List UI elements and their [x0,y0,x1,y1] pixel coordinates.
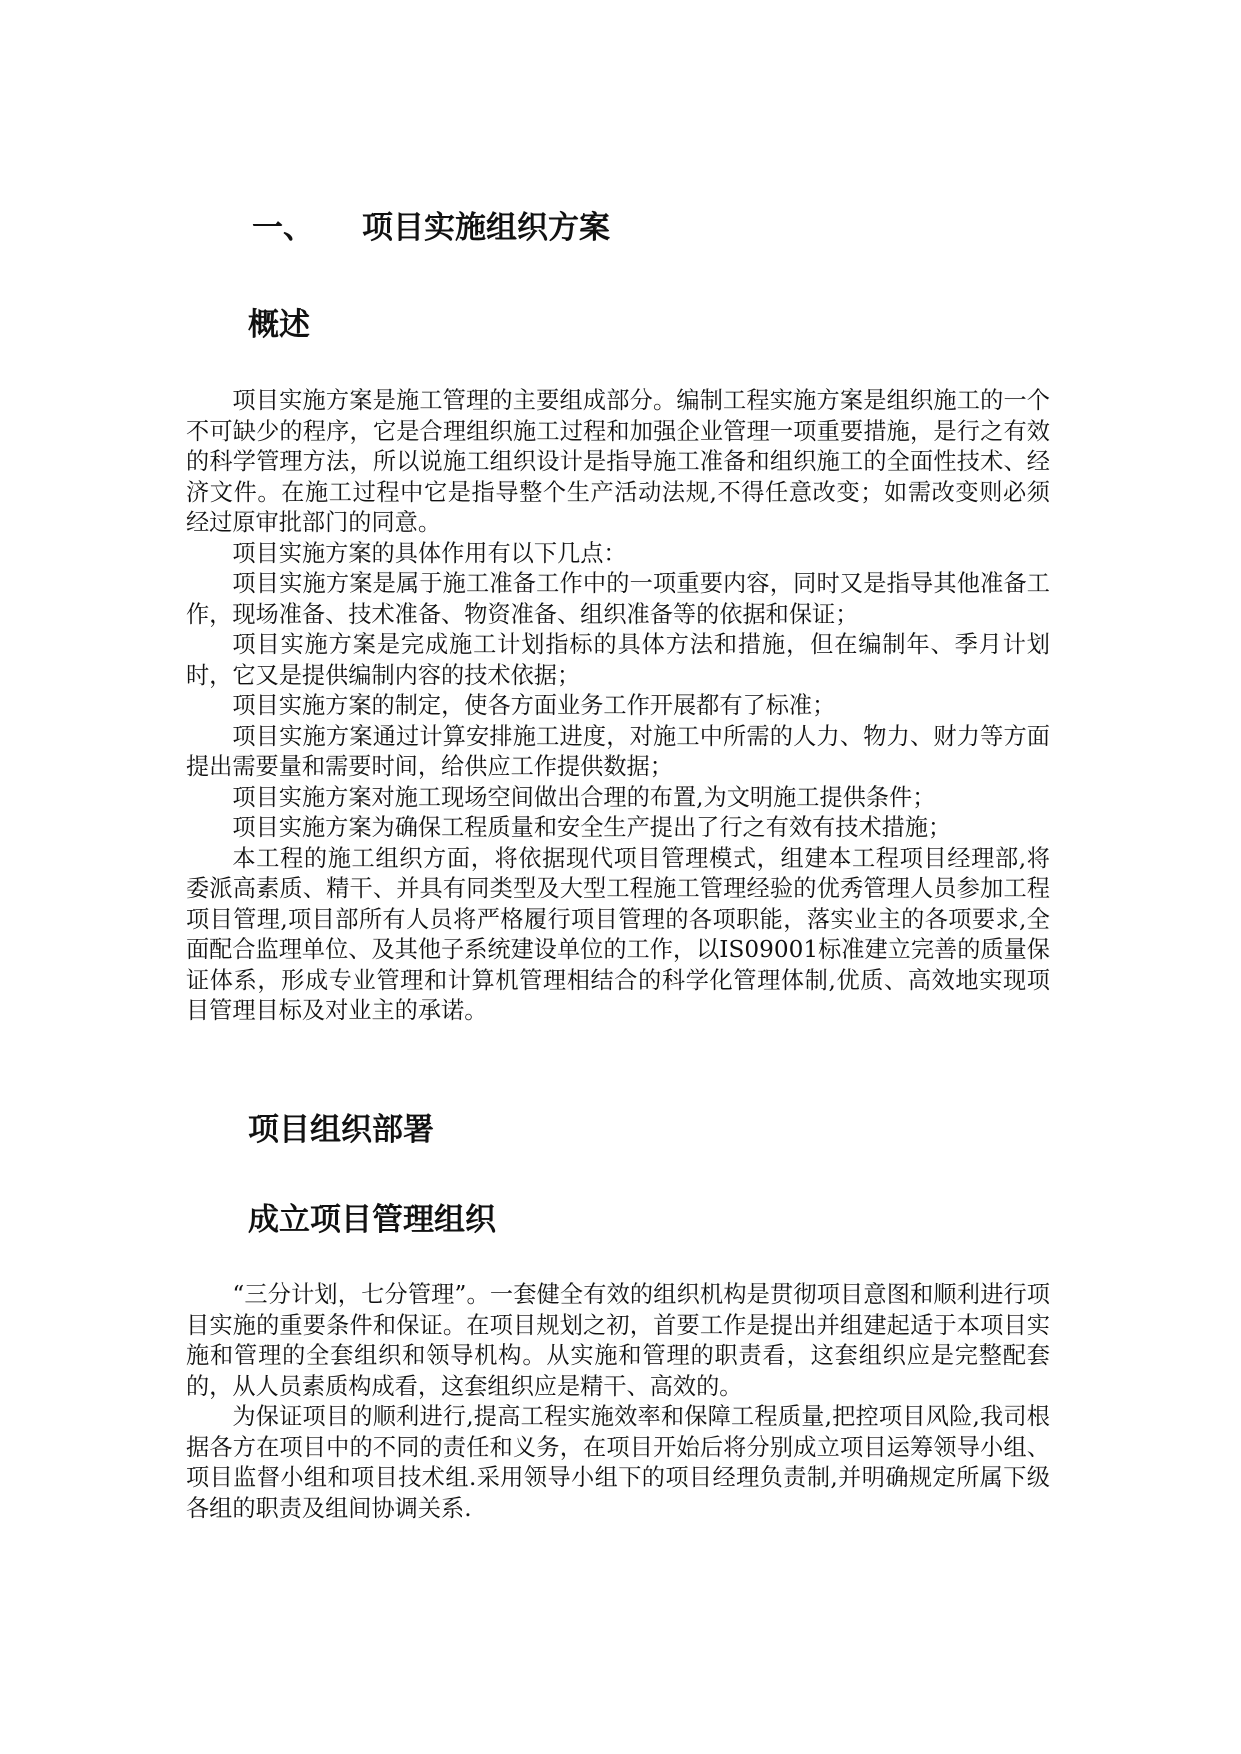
paragraph: 本工程的施工组织方面，将依据现代项目管理模式，组建本工程项目经理部,将委派高素质、精干、并具有同类型及大型工程施工管理经验的优秀管理人员参加工程项目管理,项目部所有人员将严格履行项目管理的各项职能，落实业主的各项要求,全面配合监理单位、及其他子系统建设单位的工作，以IS09001标准建立完善的质量保证体系，形成专业管理和计算机管理相结合的科学化管理体制,优质、高效地实现项目管理目标及对业主的承诺。 [186,844,1050,1024]
paragraph: 项目实施方案的具体作用有以下几点： [232,539,627,567]
organization-body [186,1280,1050,1524]
paragraph: 项目实施方案通过计算安排施工进度，对施工中所需的人力、物力、财力等方面提出需要量和需要时间，给供应工作提供数据； [186,722,1050,780]
paragraph: 项目实施方案是施工管理的主要组成部分。编制工程实施方案是组织施工的一个不可缺少的程序，它是合理组织施工过程和加强企业管理一项重要措施，是行之有效的科学管理方法，所以说施工组织设计是指导施工准备和组织施工的全面性技术、经济文件。在施工过程中它是指导整个生产活动法规,不得任意改变；如需改变则必须经过原审批部门的同意。 [186,387,1050,536]
overview-body [186,386,1050,1027]
paragraph: 项目实施方案为确保工程质量和安全生产提出了行之有效有技术措施； [232,814,952,841]
section-heading-overview: 概述 [248,307,310,343]
section-heading-deployment: 项目组织部署 [248,1112,434,1148]
paragraph: 项目实施方案对施工现场空间做出合理的布置,为文明施工提供条件； [232,783,936,811]
heading-title: 项目实施组织方案 [362,210,610,246]
paragraph: 为保证项目的顺利进行,提高工程实施效率和保障工程质量,把控项目风险,我司根据各方在项目中的不同的责任和义务，在项目开始后将分别成立项目运筹领导小组、项目监督小组和项目技术组.采用领导小组下的项目经理负责制,并明确规定所属下级各组的职责及组间协调关系. [186,1403,1050,1522]
paragraph: 项目实施方案是完成施工计划指标的具体方法和措施，但在编制年、季月计划时，它又是提供编制内容的技术依据； [186,631,1050,689]
paragraph: 项目实施方案的制定，使各方面业务工作开展都有了标准； [232,692,836,719]
heading-number: 一、 [252,210,314,246]
paragraph: 项目实施方案是属于施工准备工作中的一项重要内容，同时又是指导其他准备工作，现场准备、技术准备、物资准备、组织准备等的依据和保证； [186,570,1050,628]
section-heading-organization: 成立项目管理组织 [248,1202,496,1238]
paragraph: “三分计划，七分管理”。一套健全有效的组织机构是贯彻项目意图和顺利进行项目实施的重要条件和保证。在项目规划之初，首要工作是提出并组建起适于本项目实施和管理的全套组织和领导机构。从实施和管理的职责看，这套组织应是完整配套的，从人员素质构成看，这套组织应是精干、高效的。 [186,1281,1050,1400]
heading-level-1 [252,208,610,248]
